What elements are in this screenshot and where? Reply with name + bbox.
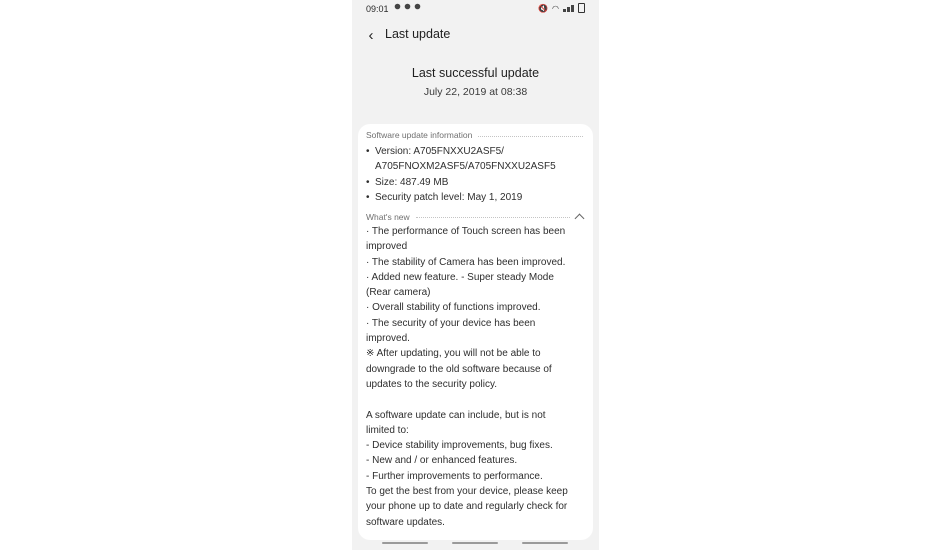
text-line: your phone up to date and regularly check for [366, 501, 568, 513]
status-bar [352, 0, 599, 18]
home-button[interactable] [452, 542, 498, 544]
wifi-icon: ◠ [552, 3, 559, 13]
page-title: Last update [385, 27, 451, 41]
text-line: · The stability of Camera has been improved. [366, 256, 566, 268]
app-bar [352, 24, 599, 48]
whats-new-text [366, 224, 588, 530]
text-line: · The security of your device has been [366, 317, 536, 329]
update-summary [352, 66, 599, 98]
summary-title: Last successful update [411, 66, 540, 80]
software-info-header-label: Software update information [366, 130, 473, 140]
software-info-header [366, 130, 583, 140]
text-line: improved [366, 241, 408, 253]
blank-line [366, 392, 588, 407]
notification-icons [394, 3, 421, 10]
update-details-card [358, 124, 593, 540]
system-icons [538, 3, 585, 13]
software-info-list [366, 144, 586, 205]
text-line: - Further improvements to performance. [366, 470, 543, 482]
text-line: improved. [366, 333, 410, 345]
text-line: - New and / or enhanced features. [366, 455, 518, 467]
text-line: (Rear camera) [366, 287, 431, 299]
whats-new-header[interactable] [366, 211, 583, 222]
signal-icon [563, 4, 574, 12]
text-line: software updates. [366, 516, 445, 528]
chevron-up-icon[interactable] [575, 214, 585, 224]
text-line: ※ After updating, you will not be able to [366, 348, 541, 360]
summary-date: July 22, 2019 at 08:38 [423, 86, 528, 98]
back-nav-button[interactable] [522, 542, 568, 544]
battery-icon [578, 3, 585, 13]
whats-new-header-label: What's new [366, 211, 410, 222]
size-text: Size: 487.49 MB [375, 176, 449, 188]
back-arrow-icon: ‹ [368, 26, 374, 44]
list-item: • Version: A705FNXXU2ASF5/ [366, 144, 586, 159]
text-line: updates to the security policy. [366, 378, 497, 390]
text-line: · Overall stability of functions improved. [366, 302, 541, 314]
text-line: - Device stability improvements, bug fixes. [366, 440, 553, 452]
status-time: 09:01 [366, 4, 389, 14]
back-button[interactable] [362, 26, 380, 44]
notification-icon [405, 4, 411, 10]
text-line: downgrade to the old software because of [366, 363, 552, 375]
version-continuation: A705FNOXM2ASF5/A705FNXXU2ASF5 [375, 161, 556, 173]
text-line: A software update can include, but is not [366, 409, 546, 421]
divider [478, 136, 583, 137]
notification-icon [395, 4, 401, 10]
recents-button[interactable] [382, 542, 428, 544]
text-line: limited to: [366, 424, 409, 436]
list-item: • Size: 487.49 MB [366, 175, 586, 190]
navigation-bar [352, 538, 599, 550]
divider [416, 217, 570, 218]
text-line: · The performance of Touch screen has been [366, 226, 566, 237]
phone-screen [352, 0, 599, 550]
security-patch-text: Security patch level: May 1, 2019 [375, 191, 523, 203]
text-line: · Added new feature. - Super steady Mode [366, 271, 554, 283]
list-item: • Security patch level: May 1, 2019 [366, 190, 586, 205]
text-line: To get the best from your device, please keep [366, 486, 568, 498]
mute-icon: 🔇 [538, 3, 549, 13]
settings-notification-icon [415, 4, 421, 10]
version-text: Version: A705FNXXU2ASF5/ [375, 146, 504, 157]
